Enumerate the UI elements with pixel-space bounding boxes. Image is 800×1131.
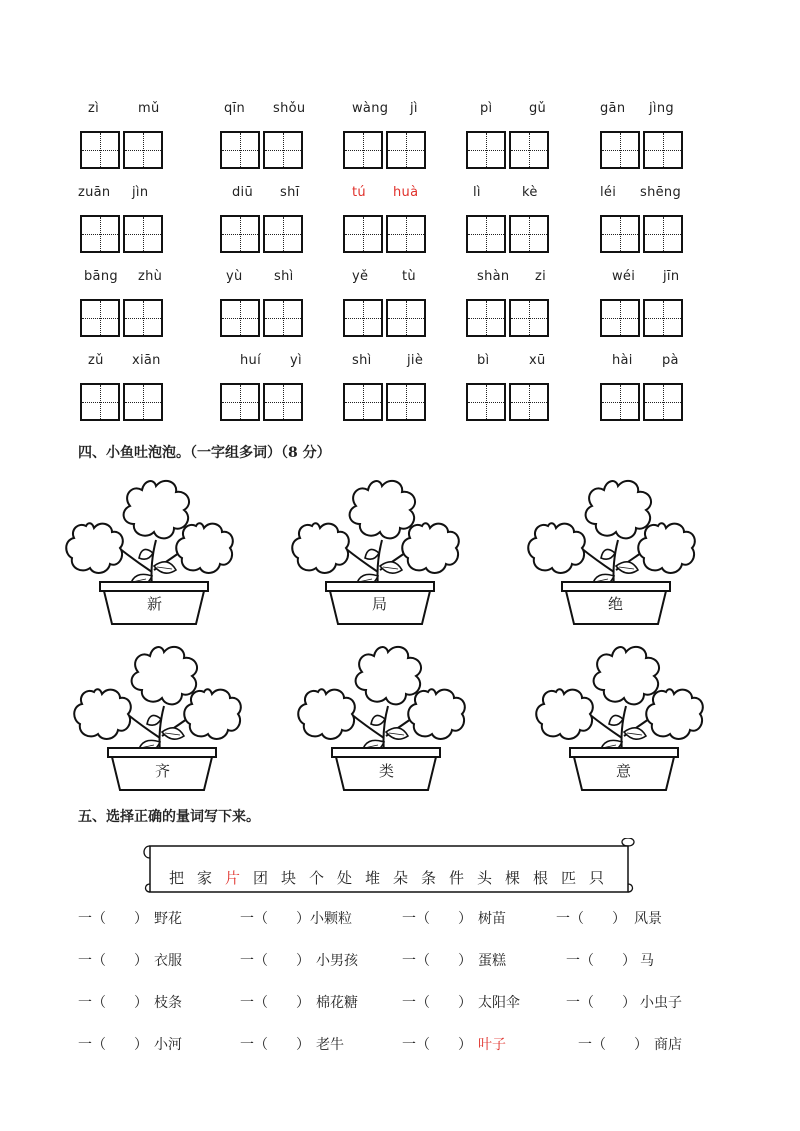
exercise-noun: 棉花糖	[316, 995, 358, 1011]
flowerpot-character: 绝	[608, 595, 624, 613]
measure-word: 棵	[505, 869, 521, 887]
exercise-noun: 太阳伞	[478, 995, 520, 1011]
pinyin: jīn	[663, 269, 680, 284]
pinyin: shì	[352, 353, 372, 368]
exercise-noun: 蛋糕	[478, 953, 506, 969]
flowerpot-character: 局	[372, 595, 388, 613]
pinyin: diū	[232, 185, 254, 200]
measure-word: 堆	[365, 869, 381, 887]
fill-blank[interactable]: 一（ ）	[240, 911, 310, 927]
pinyin: mǔ	[138, 101, 160, 116]
fill-blank[interactable]: 一（ ）	[566, 995, 636, 1011]
measure-word: 朵	[393, 869, 409, 887]
exercise-noun: 树苗	[478, 911, 506, 927]
fill-blank[interactable]: 一（ ）	[566, 953, 636, 969]
fill-blank[interactable]: 一（ ）	[240, 953, 310, 969]
pinyin: léi	[600, 185, 617, 200]
exercise-noun: 商店	[654, 1037, 682, 1053]
pinyin: pì	[480, 101, 493, 116]
flowerpot-character: 类	[379, 762, 395, 780]
flowerpot-character: 新	[147, 595, 163, 613]
pinyin: huí	[240, 353, 261, 368]
pinyin: shī	[280, 185, 300, 200]
exercise-noun-highlighted: 叶子	[478, 1037, 506, 1053]
pinyin: wéi	[612, 269, 636, 284]
measure-word: 匹	[561, 869, 577, 887]
pinyin: yù	[226, 269, 243, 284]
pinyin: zì	[88, 101, 100, 116]
section-4-title: 四、小鱼吐泡泡。（一字组多词）（8 分）	[78, 445, 331, 461]
fill-blank[interactable]: 一（ ）	[78, 1037, 148, 1053]
fill-blank[interactable]: 一（ ）	[240, 1037, 310, 1053]
measure-word: 头	[477, 869, 493, 887]
pinyin-highlighted: huà	[393, 185, 419, 200]
pinyin: pà	[662, 353, 679, 368]
pinyin: tù	[402, 269, 416, 284]
section-5-title: 五、选择正确的量词写下来。	[78, 809, 260, 825]
exercise-noun: 枝条	[154, 995, 182, 1011]
fill-blank[interactable]: 一（ ）	[240, 995, 310, 1011]
pinyin: zhù	[138, 269, 163, 284]
exercise-noun: 风景	[634, 911, 662, 927]
measure-word: 件	[449, 869, 465, 887]
exercise-noun: 衣服	[154, 953, 182, 969]
pinyin: hài	[612, 353, 633, 368]
pinyin: shì	[274, 269, 294, 284]
measure-word: 处	[337, 869, 353, 887]
pinyin: bāng	[84, 269, 118, 284]
pinyin: wàng	[352, 101, 389, 116]
pinyin: lì	[473, 185, 481, 200]
fill-blank[interactable]: 一（ ）	[402, 911, 472, 927]
measure-word: 块	[281, 869, 297, 887]
pinyin: kè	[522, 185, 538, 200]
measure-word: 条	[421, 869, 437, 887]
pinyin: jìng	[649, 101, 674, 116]
flowerpot-character: 齐	[155, 762, 171, 780]
fill-blank[interactable]: 一（ ）	[402, 1037, 472, 1053]
fill-blank[interactable]: 一（ ）	[578, 1037, 648, 1053]
measure-word: 团	[253, 869, 269, 887]
pinyin: shǒu	[273, 101, 306, 116]
fill-blank[interactable]: 一（ ）	[402, 995, 472, 1011]
measure-word-highlighted: 片	[225, 869, 241, 887]
pinyin: xū	[529, 353, 546, 368]
pinyin: yì	[290, 353, 302, 368]
fill-blank[interactable]: 一（ ）	[78, 953, 148, 969]
pinyin: jiè	[407, 353, 424, 368]
measure-word: 家	[197, 869, 213, 887]
pinyin-highlighted: tú	[352, 185, 366, 200]
measure-word: 个	[309, 869, 325, 887]
measure-word: 把	[169, 869, 185, 887]
exercise-noun: 小男孩	[316, 953, 358, 969]
fill-blank[interactable]: 一（ ）	[402, 953, 472, 969]
fill-blank[interactable]: 一（ ）	[556, 911, 626, 927]
pinyin: zǔ	[88, 353, 104, 368]
exercise-noun: 老牛	[316, 1037, 344, 1053]
exercise-noun: 马	[640, 953, 654, 969]
pinyin: shàn	[477, 269, 510, 284]
pinyin: shēng	[640, 185, 682, 200]
exercise-noun: 小虫子	[640, 995, 682, 1011]
measure-word: 根	[533, 869, 549, 887]
pinyin: qīn	[224, 101, 246, 116]
exercise-noun: 小河	[154, 1037, 182, 1053]
pinyin: jìn	[132, 185, 149, 200]
pinyin: xiān	[132, 353, 161, 368]
flowerpot-character: 意	[616, 762, 632, 780]
pinyin: zi	[535, 269, 547, 284]
pinyin: yě	[352, 269, 369, 284]
pinyin: zuān	[78, 185, 111, 200]
pinyin: gǔ	[529, 101, 547, 116]
pinyin: bì	[477, 353, 490, 368]
pinyin: jì	[410, 101, 418, 116]
fill-blank[interactable]: 一（ ）	[78, 911, 148, 927]
exercise-noun: 野花	[154, 911, 182, 927]
exercise-noun: 小颗粒	[310, 911, 352, 927]
fill-blank[interactable]: 一（ ）	[78, 995, 148, 1011]
measure-word: 只	[589, 869, 605, 887]
pinyin: gān	[600, 101, 626, 116]
